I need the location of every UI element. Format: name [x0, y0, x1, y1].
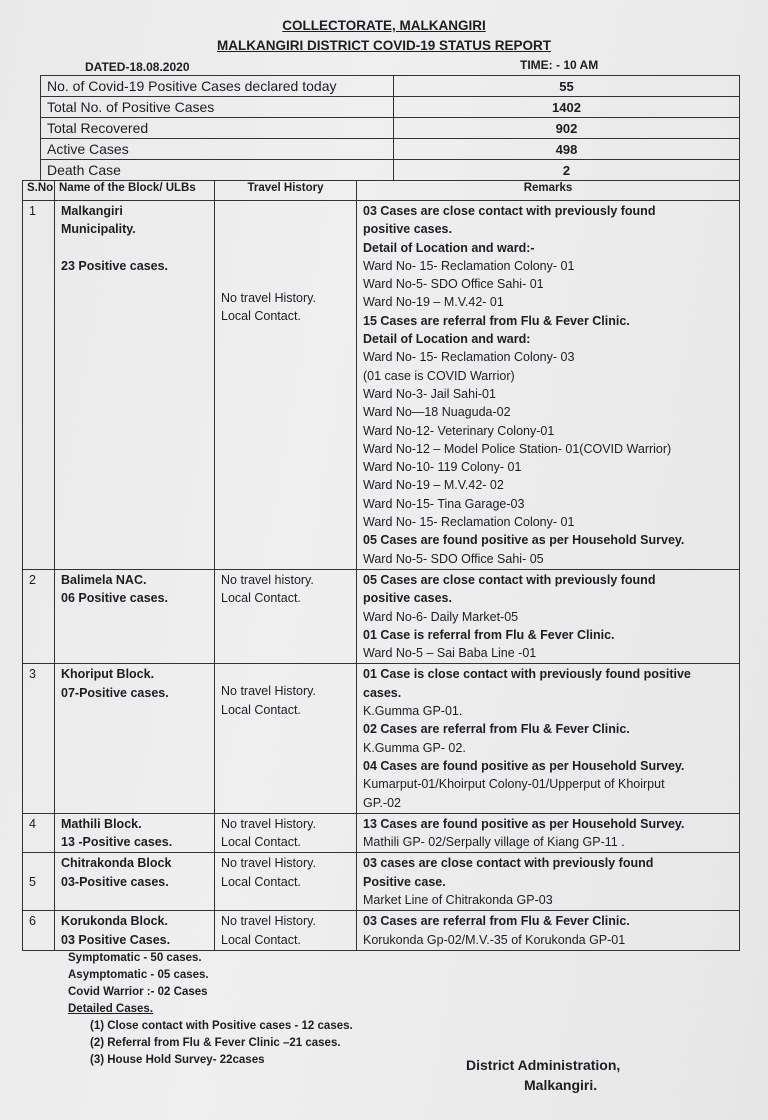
block-name-line: Chitrakonda Block: [61, 856, 172, 871]
row-sno: 6: [23, 911, 55, 951]
row-remarks: [357, 569, 740, 663]
table-row: [23, 201, 740, 570]
summary-label: Total Recovered: [41, 118, 394, 139]
case-notes: [68, 950, 353, 1069]
remark-line: Mathili GP- 02/Serpally village of Kiang GP-11 .: [363, 835, 625, 850]
table-row: [23, 853, 740, 911]
remark-line: 05 Cases are close contact with previously found: [363, 572, 656, 587]
row-travel-history: [215, 201, 357, 570]
travel-line: Local Contact.: [221, 835, 301, 850]
row-remarks: [357, 664, 740, 813]
block-name-line: Malkangiri: [61, 204, 123, 218]
remark-line: positive cases.: [363, 591, 452, 606]
remark-line: Ward No-5 – Sai Baba Line -01: [363, 646, 537, 661]
remark-line: 04 Cases are found positive as per Household Survey.: [363, 758, 685, 773]
detailed-item: (3) House Hold Survey- 22cases: [90, 1054, 265, 1066]
travel-line: No travel History.: [221, 914, 316, 929]
block-name-line: Balimela NAC.: [61, 572, 147, 587]
row-block-name: [55, 853, 215, 911]
block-name-line: 03-Positive cases.: [61, 874, 169, 889]
remark-line: cases.: [363, 685, 402, 700]
remark-line: 13 Cases are found positive as per Household Survey.: [363, 816, 685, 831]
row-sno: 2: [23, 569, 55, 663]
remark-line: Ward No-3- Jail Sahi-01: [363, 386, 496, 401]
block-wise-table: [22, 180, 740, 951]
remark-line: 03 cases are close contact with previously found: [363, 856, 654, 871]
summary-label: No. of Covid-19 Positive Cases declared today: [41, 76, 394, 97]
remark-line: Detail of Location and ward:-: [363, 240, 535, 255]
travel-line: No travel History.: [221, 816, 316, 831]
remark-line: 02 Cases are referral from Flu & Fever Clinic.: [363, 722, 630, 737]
summary-row: [41, 139, 740, 160]
row-travel-history: [215, 664, 357, 813]
block-name-line: 23 Positive cases.: [61, 258, 169, 273]
summary-label: Active Cases: [41, 139, 394, 160]
summary-label: Death Case: [41, 160, 394, 181]
remark-line: Ward No-6- Daily Market-05: [363, 609, 519, 624]
row-sno: 5: [23, 853, 55, 911]
row-remarks: [357, 911, 740, 951]
travel-line: No travel History.: [221, 856, 316, 871]
remark-line: Ward No- 15- Reclamation Colony- 01: [363, 515, 575, 530]
remark-line: Ward No-19 – M.V.42- 01: [363, 295, 504, 310]
row-travel-history: [215, 853, 357, 911]
row-sno: 3: [23, 664, 55, 813]
signature-place: Malkangiri.: [524, 1077, 598, 1093]
detailed-cases-heading: Detailed Cases.: [68, 1003, 154, 1015]
remark-line: 01 Case is close contact with previously found positive: [363, 667, 691, 682]
summary-value: 55: [394, 76, 740, 97]
detailed-item: (1) Close contact with Positive cases - 12 cases.: [90, 1020, 353, 1032]
covid-warrior-count: Covid Warrior :- 02 Cases: [68, 986, 208, 998]
row-block-name: [55, 569, 215, 663]
block-name-line: Mathili Block.: [61, 816, 142, 831]
remark-line: K.Gumma GP-01.: [363, 704, 463, 719]
symptomatic-count: Symptomatic - 50 cases.: [68, 952, 202, 964]
remark-line: Ward No-15- Tina Garage-03: [363, 496, 525, 511]
detailed-item: (2) Referral from Flu & Fever Clinic –21 cases.: [90, 1037, 341, 1049]
travel-line: Local Contact.: [221, 874, 301, 889]
table-header-row: [23, 181, 740, 201]
block-name-line: [61, 239, 210, 257]
summary-row: [41, 118, 740, 139]
remark-line: Korukonda Gp-02/M.V.-35 of Korukonda GP-01: [363, 932, 626, 947]
header-travel-history: Travel History: [215, 181, 357, 201]
summary-table: [40, 75, 740, 181]
summary-row: [41, 97, 740, 118]
block-name-line: Korukonda Block.: [61, 914, 168, 929]
remark-line: K.Gumma GP- 02.: [363, 740, 466, 755]
table-row: [23, 664, 740, 813]
block-name-line: 07-Positive cases.: [61, 685, 169, 700]
header-sno: S.No: [23, 181, 55, 201]
row-block-name: [55, 664, 215, 813]
block-name-line: Khoriput Block.: [61, 667, 155, 682]
signature-block: [466, 1055, 620, 1095]
travel-line: Local Contact.: [221, 309, 301, 324]
report-time: TIME: - 10 AM: [520, 58, 599, 72]
remark-line: Kumarput-01/Khoirput Colony-01/Upperput of Khoirput: [363, 777, 665, 792]
row-block-name: [55, 201, 215, 570]
row-sno: 1: [23, 201, 55, 570]
block-name-line: 06 Positive cases.: [61, 591, 169, 606]
remark-line: Ward No-12 – Model Police Station- 01(COVID Warrior): [363, 441, 672, 456]
travel-line: Local Contact.: [221, 591, 301, 606]
travel-line: No travel history.: [221, 572, 314, 587]
remark-line: Ward No-12- Veterinary Colony-01: [363, 423, 555, 438]
signature-authority: District Administration,: [466, 1057, 621, 1073]
summary-value: 1402: [394, 97, 740, 118]
summary-value: 2: [394, 160, 740, 181]
remark-line: 15 Cases are referral from Flu & Fever Clinic.: [363, 313, 630, 328]
remark-line: 03 Cases are close contact with previously found: [363, 204, 656, 218]
remark-line: Detail of Location and ward:: [363, 332, 531, 347]
travel-line: Local Contact.: [221, 932, 301, 947]
table-row: [23, 813, 740, 853]
block-name-line: 13 -Positive cases.: [61, 835, 173, 850]
remark-line: positive cases.: [363, 222, 452, 237]
remark-line: Ward No- 15- Reclamation Colony- 03: [363, 350, 575, 365]
travel-line: No travel History.: [221, 291, 316, 305]
row-block-name: [55, 911, 215, 951]
summary-value: 902: [394, 118, 740, 139]
asymptomatic-count: Asymptomatic - 05 cases.: [68, 969, 209, 981]
table-row: [23, 911, 740, 951]
remark-line: Positive case.: [363, 874, 446, 889]
remark-line: 01 Case is referral from Flu & Fever Clinic.: [363, 627, 615, 642]
summary-label: Total No. of Positive Cases: [41, 97, 394, 118]
block-name-line: Municipality.: [61, 222, 136, 237]
remark-line: (01 case is COVID Warrior): [363, 368, 515, 383]
table-row: [23, 569, 740, 663]
remark-line: Ward No—18 Nuaguda-02: [363, 405, 511, 420]
remark-line: 03 Cases are referral from Flu & Fever Clinic.: [363, 914, 630, 929]
summary-value: 498: [394, 139, 740, 160]
row-block-name: [55, 813, 215, 853]
report-title: MALKANGIRI DISTRICT COVID-19 STATUS REPORT: [216, 38, 551, 53]
row-travel-history: [215, 569, 357, 663]
remark-line: Ward No-5- SDO Office Sahi- 05: [363, 551, 544, 566]
header-remarks: Remarks: [357, 181, 740, 201]
row-travel-history: [215, 813, 357, 853]
travel-line: Local Contact.: [221, 702, 301, 717]
office-heading: COLLECTORATE, MALKANGIRI: [282, 18, 486, 33]
remark-line: 05 Cases are found positive as per Household Survey.: [363, 533, 685, 548]
block-name-line: 03 Positive Cases.: [61, 932, 171, 947]
header-block-name: Name of the Block/ ULBs: [55, 181, 215, 201]
summary-row: [41, 160, 740, 181]
row-remarks: [357, 201, 740, 570]
row-sno: 4: [23, 813, 55, 853]
row-travel-history: [215, 911, 357, 951]
remark-line: Market Line of Chitrakonda GP-03: [363, 892, 553, 907]
remark-line: GP.-02: [363, 795, 401, 810]
report-date: DATED-18.08.2020: [85, 60, 190, 74]
row-remarks: [357, 853, 740, 911]
remark-line: Ward No-10- 119 Colony- 01: [363, 460, 522, 475]
remark-line: Ward No- 15- Reclamation Colony- 01: [363, 258, 575, 273]
remark-line: Ward No-19 – M.V.42- 02: [363, 478, 504, 493]
row-remarks: [357, 813, 740, 853]
remark-line: Ward No-5- SDO Office Sahi- 01: [363, 277, 544, 292]
travel-line: No travel History.: [221, 684, 316, 699]
summary-row: [41, 76, 740, 97]
